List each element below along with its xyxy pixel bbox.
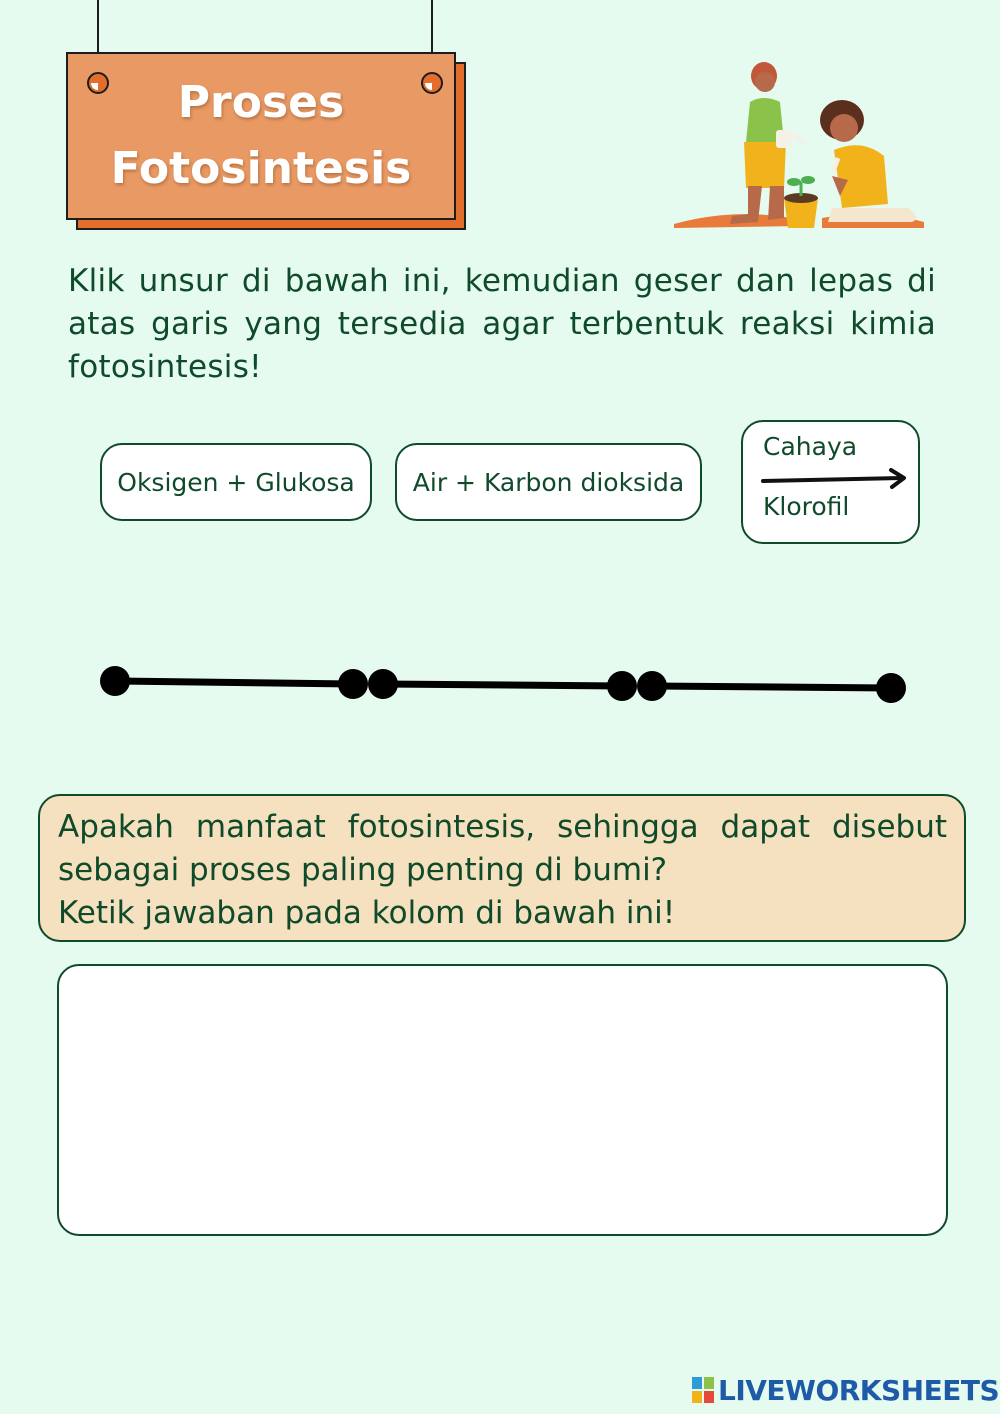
title-line-1: Proses bbox=[177, 77, 345, 128]
title-line-2: Fotosintesis bbox=[110, 143, 412, 194]
chip-label: Oksigen + Glukosa bbox=[117, 467, 355, 497]
question-box bbox=[38, 794, 966, 942]
girl-leg bbox=[730, 186, 762, 224]
draggable-air-karbon-dioksida[interactable] bbox=[395, 443, 702, 521]
slot-endpoint-dot bbox=[368, 669, 398, 699]
title-sign bbox=[66, 0, 466, 232]
chip-label-klorofil: Klorofil bbox=[763, 492, 850, 521]
page-title bbox=[96, 70, 426, 202]
plant-leaf-left bbox=[787, 178, 801, 186]
drop-slot-1[interactable] bbox=[115, 681, 353, 684]
drop-slot-2[interactable] bbox=[383, 684, 622, 686]
chip-label: Air + Karbon dioksida bbox=[412, 467, 685, 497]
boy-pants bbox=[828, 208, 916, 222]
slot-endpoint-dot bbox=[100, 666, 130, 696]
draggable-cahaya-klorofil-arrow[interactable] bbox=[741, 420, 920, 544]
girl-head bbox=[755, 72, 775, 92]
slot-endpoint-dot bbox=[607, 671, 637, 701]
slot-endpoint-dot bbox=[338, 669, 368, 699]
watering-can-spout bbox=[792, 134, 806, 144]
brand-name: LIVEWORKSHEETS bbox=[718, 1373, 1000, 1407]
question-line-1: Apakah manfaat fotosintesis, sehingga dapat disebut bbox=[58, 809, 947, 845]
boy-shirt bbox=[834, 145, 888, 208]
sign-board bbox=[66, 52, 456, 220]
children-planting-illustration bbox=[672, 58, 928, 234]
sign-ring-left-icon bbox=[87, 72, 109, 94]
slot-endpoint-dot bbox=[637, 671, 667, 701]
answer-input[interactable] bbox=[57, 964, 948, 1236]
boy-head bbox=[830, 114, 858, 142]
instructions-text: Klik unsur di bawah ini, kemudian geser dan lepas di atas garis yang tersedia agar terbentuk reaksi kimia fotosintesis! bbox=[68, 263, 936, 385]
watering-can-icon bbox=[776, 130, 792, 148]
draggable-oksigen-glukosa[interactable] bbox=[100, 443, 372, 521]
girl-pants bbox=[744, 142, 786, 188]
question-line-3: Ketik jawaban pada kolom di bawah ini! bbox=[58, 895, 676, 931]
drop-slot-3[interactable] bbox=[652, 686, 891, 688]
slot-endpoint-dot bbox=[876, 673, 906, 703]
drop-target-line bbox=[96, 660, 916, 710]
reaction-arrow-icon bbox=[761, 468, 909, 492]
girl-leg-2 bbox=[768, 186, 784, 220]
chip-label-cahaya: Cahaya bbox=[763, 432, 858, 461]
question-line-2: sebagai proses paling penting di bumi? bbox=[58, 852, 668, 888]
liveworksheets-logo-icon bbox=[692, 1377, 714, 1403]
liveworksheets-logo bbox=[692, 1372, 999, 1408]
sign-ring-right-icon bbox=[421, 72, 443, 94]
plant-leaf-right bbox=[801, 176, 815, 184]
